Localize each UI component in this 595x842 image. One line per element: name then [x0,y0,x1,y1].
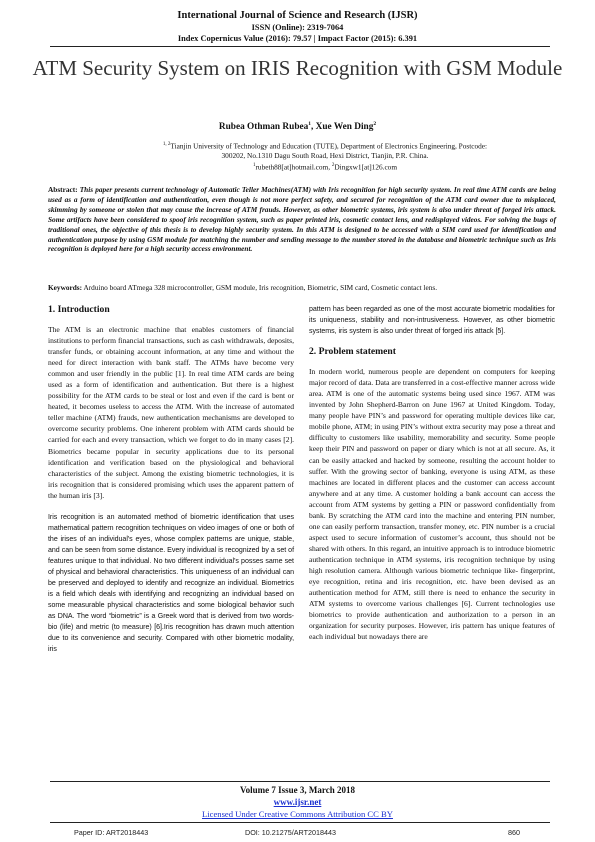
footer-page-number: 860 [508,828,520,837]
abstract [48,185,556,254]
affiliation-text: Tianjin University of Technology and Education (TUTE), Department of Electronics Engineering, Postcode: 300202, No.1310 Dagu South Road, Hexi District, Tianjin, P.R. China. [170,141,488,161]
affiliation-sup: 1, 2 [162,142,171,147]
journal-name: International Journal of Science and Research (IJSR) [177,10,418,21]
author-email-1: rubeth88[at]hotmail.com, [255,162,332,172]
footer-paper-id: Paper ID: ART2018443 [74,828,149,837]
abstract-label: Abstract: [48,185,78,194]
keywords-text: Arduino board ATmega 328 microcontroller, GSM module, Iris recognition, Biometric, SIM card, Cosmetic contact lens. [83,283,438,292]
abstract-text: This paper presents current technology of Automatic Teller Machines(ATM) with Iris recognition for high security system. In real time ATM cards are being used as a form of identification and authentication, even though is not more perfect safety, and secured for recognition of the ATM card owner due to misplaced, skimming by someone or stolen that may cause the increase of ATM frauds. However, as other biometric systems, iris system is also under threat of forged iris attack. Some artifacts have been considered to spoof iris recognition system, such as paper printed iris, cosmetic contact lens, and redisplayed videos. For solving the bugs of traditional ones, the objective of this thesis is to develop highly security system. In this ATM is designed to be accessed with a SIM card used for identification and authentication purpose by using GSM module for matching the number and sending message to the number stored in the database and biometric technique such as Iris recognition is deployed here for a high security access environment. [48,185,556,254]
section-heading-problem-statement: 2. Problem statement [309,346,396,358]
journal-issn: ISSN (Online): 2319-7064 [251,23,344,32]
author-1: Rubea Othman Rubea [218,122,309,133]
footer-doi: DOI: 10.21275/ART2018443 [245,828,336,837]
header-rule [50,46,550,47]
paper-title: ATM Security System on IRIS Recognition with GSM Module [32,56,563,80]
intro-paragraph-1: The ATM is an electronic machine that enables customers of financial institutions to perform financial transactions, such as cash withdrawals, deposits, transfer funds, or obtaining account information, at any time and without the need for direct interaction with bank staff. The ATMs have become very common and user friendly in the public [1]. In real time ATM cards are being used as a form of identification and authentication. But there is a highest possibility for the ATM cards to be steal or lost and even if the card is bent or heated, it becomes useless to access the ATM. With the increase of automated teller machine (ATM) frauds, new authentication mechanisms are developed to overcome security problems. One inherent problem with ATM cards should be carried for each and every transaction, which we forget to do in many cases [2]. Biometrics became popular in security applications due to its personal identification and verification based on the physiological and behavioral characteristics of the subject. Among the existing biometric technologies, it is iris recognition that is considered promising which uses the apparent pattern of the human iris [3]. [48,325,294,500]
keywords-label: Keywords: [48,283,83,292]
footer-website-link[interactable]: www.ijsr.net [273,797,322,807]
keywords [48,283,556,293]
footer-rule [50,781,550,782]
intro-paragraph-2-continued: pattern has been regarded as one of the most accurate biometric modalities for its uniqueness, stability and non-intrusiveness. However, as other biometric systems, iris system is also under threat of forged iris attack [5]. [309,306,555,336]
problem-paragraph-1: In modern world, numerous people are dependent on computers for keeping major record of data. Data are transferred in a cost-effective manner across wide area. ATM is one of the automatic systems being used since 1967. ATM was invented by John Shepherd-Barron on June 1967 at United Kingdom. Today, many people have PIN’s and password for operating multiple devices like car, mobile phone, ATM; in using PIN’s without extra security may pose a threat and difficulty to customers like usability, memorability and security. Some people keep their PIN and password on paper or diary which is not at all secure. As, it can be easily attacked and hacked by someone, resulting the account holder to suffer. With the growing sector of banking, everyone is using ATM, as these machines are located in different places and the customer can access account anywhere and at any time. A customer holding a bank account can access the account from ATM systems by getting a PIN or password confidentially from bank. By scratching the ATM card into the machine and entering PIN number, one can easily perform transaction, transfer money, etc. PIN number is a crucial aspect used to secure information of customer’s account, thus should not be shared with others. In this regard, an intuitive approach is to introduce biometric authentication technique in ATM systems, iris recognition technique by using high resolution camera. Although various biometric technique like- fingerprint, eye recognition, retina and iris recognition, etc. have been devised as an authentication method for ATM, still there is need to enhance the security in ATM systems to overcome various challenges [6]. Current technologies use biometrics to provide authentication and authorization to a person in an organization for security purposes. However, iris pattern has unique features of each individual but nowadays there are [309,367,555,642]
intro-paragraph-2: Iris recognition is an automated method of biometric identification that uses mathematical pattern recognition techniques on video images of one or both of the irises of an individual's eyes, whose complex patterns are unique, stable, and can be seen from some distance. Every individual is recognized by a set of features unique to that individual. No two different individual's posses same set of physical and behavioral characteristics. This uniqueness of an individual can be preserved and deployed to identify and recognize an individual. Biometrics is a field which deals with identifying and recognizing an individual based on some measurable physical characteristics and some biological behavior such as DNA. The word “biometric” is a Greek word that is derived from two words- bio (life) and metric (to measure) [6].Iris recognition has drawn much attention due to its convenience and security. Compared with other biometric modality, iris [48,513,294,654]
footer-volume: Volume 7 Issue 3, March 2018 [239,785,355,795]
author-affiliation: $^{1, 2}$Tianjin University of Technology and Education (TUTE), Department of Electronics Engineering, Postcode: 300202, No.1310 Dagu South Road, Hexi District, Tianjin, P.R. China. $^1$rubeth88[at]hotmail.com, $^2$Dingxw1[at]126.com [162,141,488,172]
author-2-sup: 2 [373,121,377,127]
journal-index: Index Copernicus Value (2016): 79.57 | Impact Factor (2015): 6.391 [177,34,418,43]
footer-bottom-rule [50,822,550,823]
author-email-2: Dingxw1[at]126.com [334,162,398,172]
right-column [309,304,555,642]
author-1-sup: 1 [308,121,312,127]
left-column [48,304,294,655]
author-2: , Xue Wen Ding [311,122,374,133]
section-heading-introduction: 1. Introduction [48,304,110,315]
paper-authors [0,121,595,132]
footer-license-link[interactable]: Licensed Under Creative Commons Attribution CC BY [202,809,393,819]
